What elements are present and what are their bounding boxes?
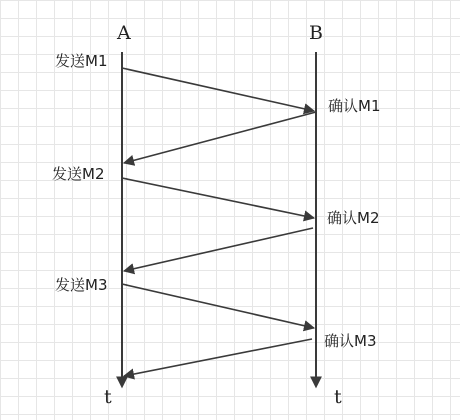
ack-arrow-m2 (124, 228, 313, 271)
send-arrow-m3 (122, 284, 314, 328)
ack-label-m1: 确认M1 (328, 97, 381, 115)
ack-arrow-m1 (124, 112, 316, 163)
time-label-a: t (104, 386, 112, 408)
ack-arrow-m3 (124, 339, 312, 376)
host-b-label: B (309, 22, 323, 44)
ack-label-m3: 确认M3 (324, 332, 377, 350)
send-label-m1: 发送M1 (55, 52, 108, 70)
send-label-m3: 发送M3 (55, 276, 108, 294)
send-arrow-m1 (122, 68, 314, 111)
ack-label-m2: 确认M2 (327, 209, 380, 227)
time-label-b: t (334, 386, 342, 408)
send-label-m2: 发送M2 (52, 165, 105, 183)
send-arrow-m2 (122, 178, 314, 218)
host-a-label: A (117, 22, 131, 44)
